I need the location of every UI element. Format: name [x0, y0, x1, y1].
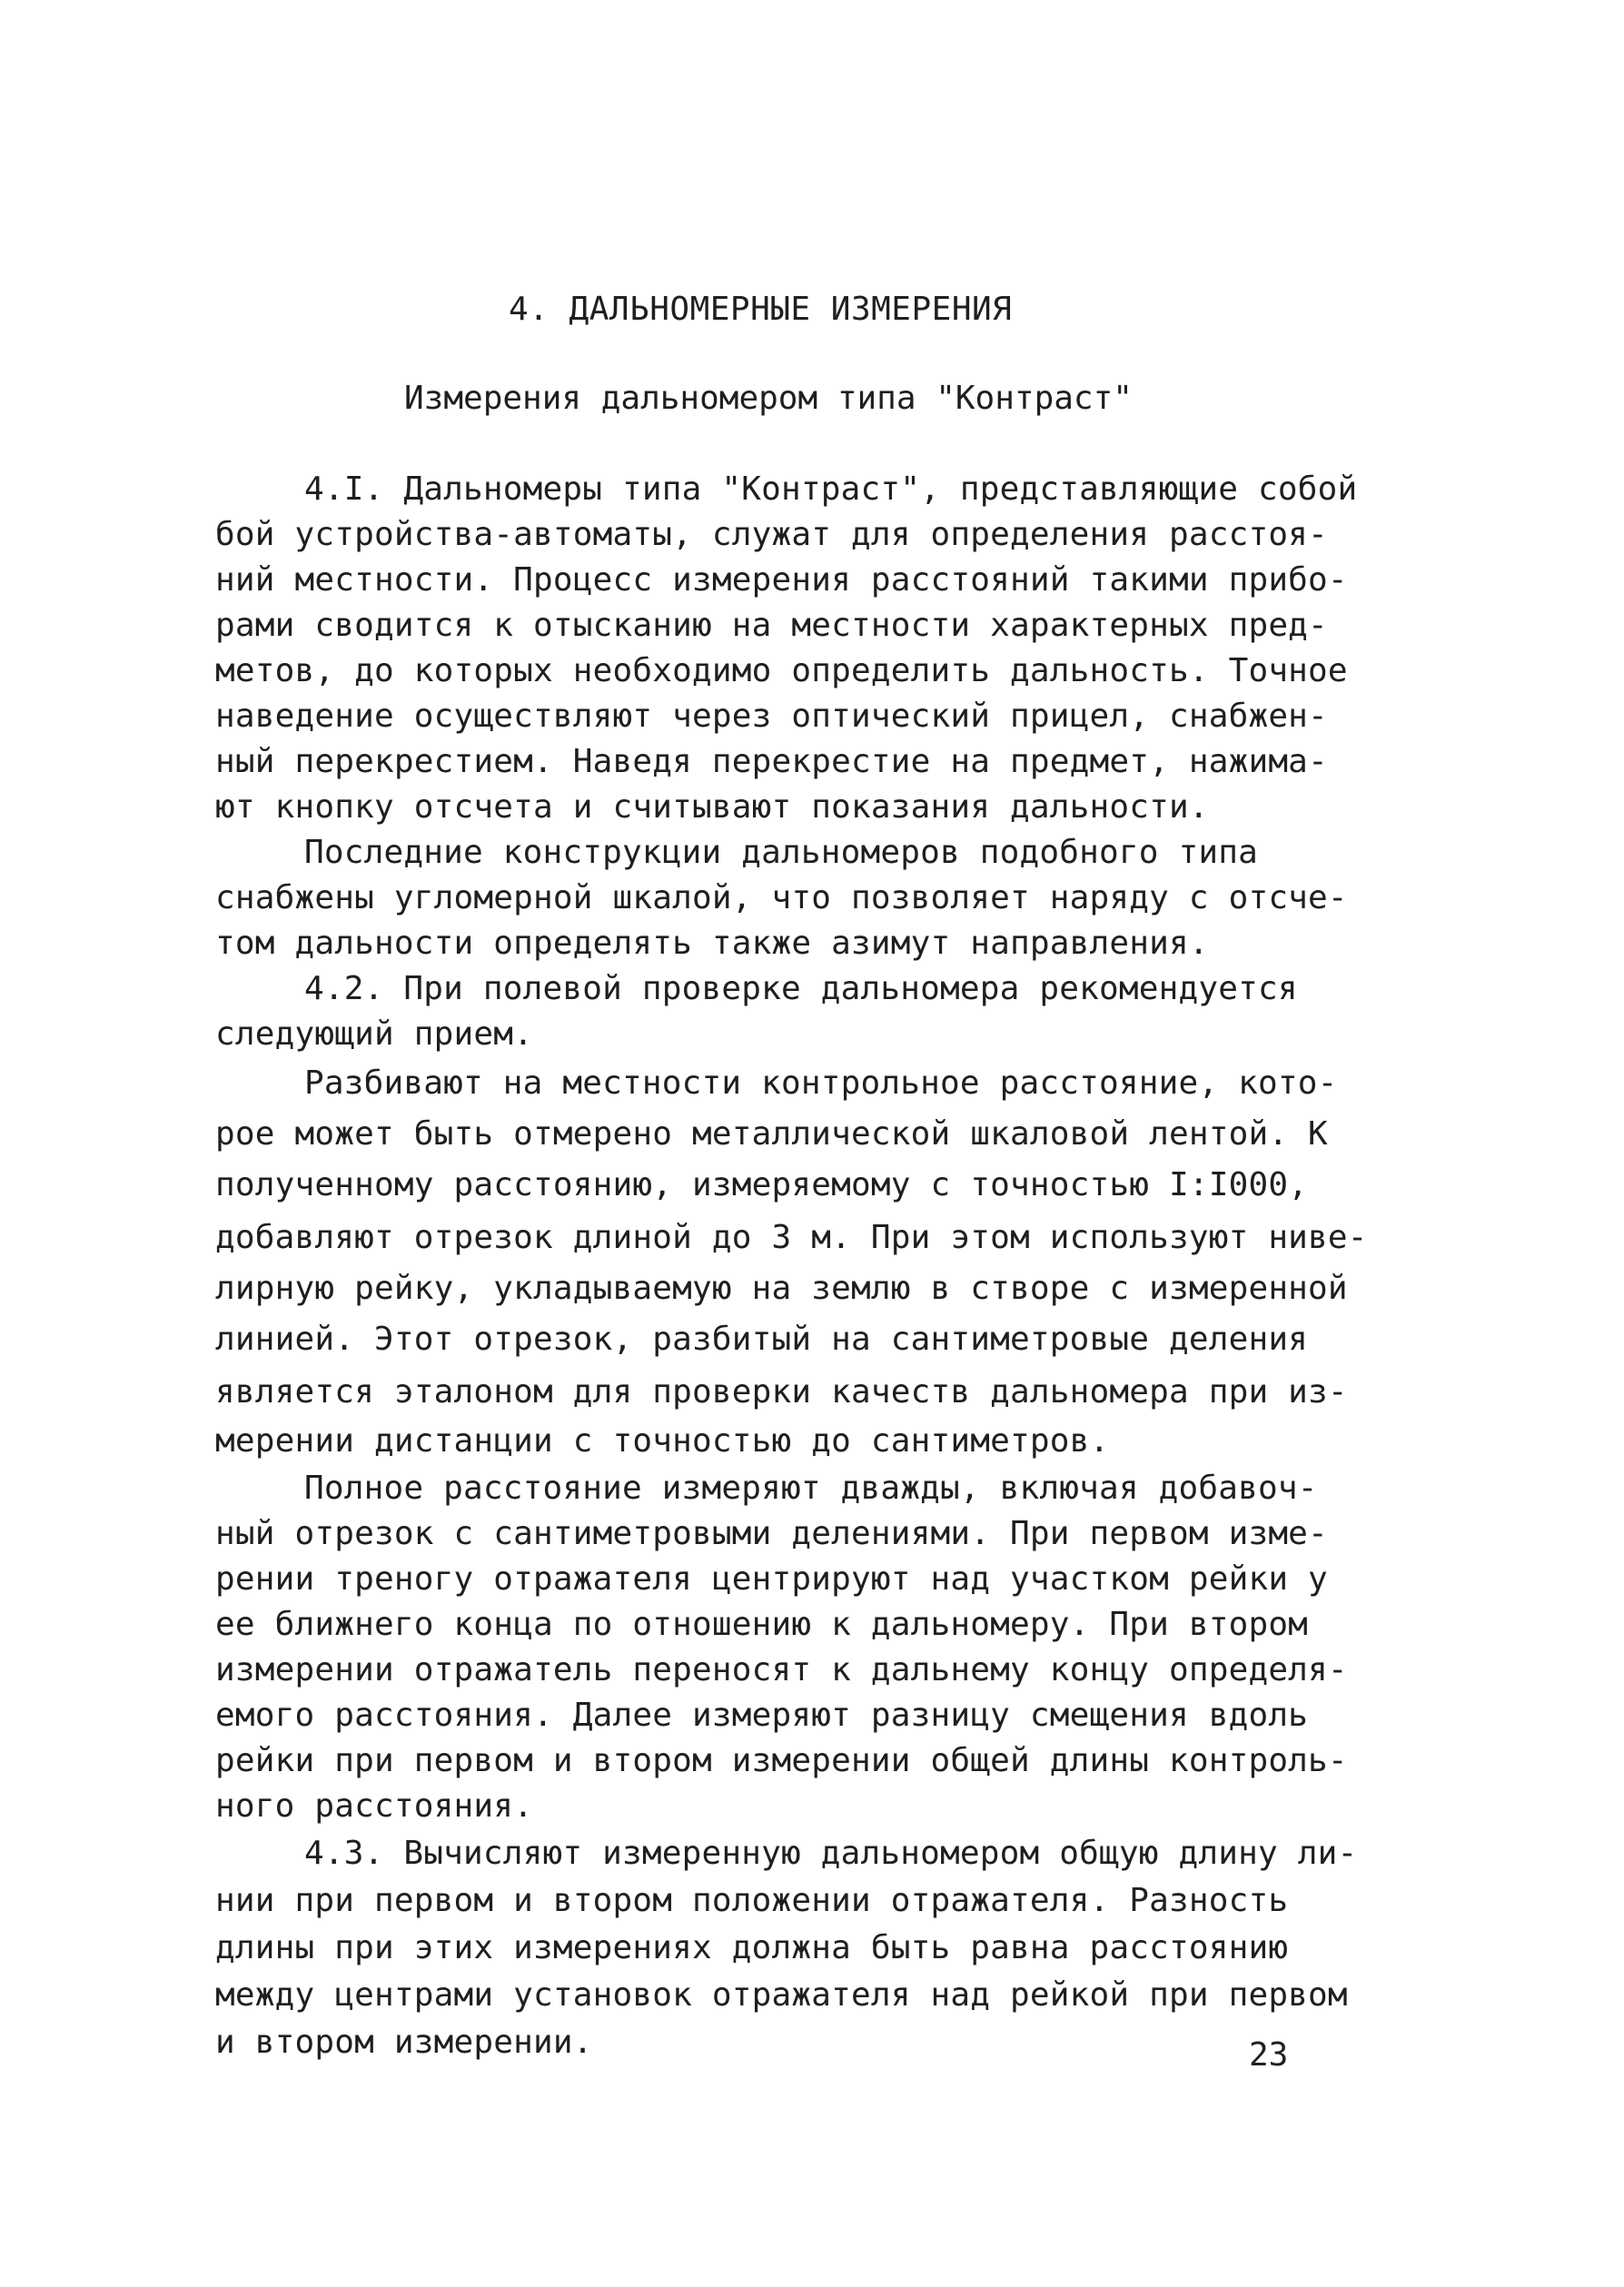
body-line-20: является эталоном для проверки качеств дальномера при из- — [215, 1373, 1348, 1411]
body-line-8: ют кнопку отсчета и считывают показания дальности. — [215, 788, 1209, 826]
body-line-19: линией. Этот отрезок, разбитый на сантиметровые деления — [215, 1321, 1309, 1358]
body-line-9: Последние конструкции дальномеров подобного типа — [304, 834, 1258, 871]
body-line-15: рое может быть отмерено металлической шкаловой лентой. К — [215, 1115, 1328, 1153]
body-line-12: 4.2. При полевой проверке дальномера рекомендуется — [304, 970, 1298, 1007]
body-line-2: бой устройства-автоматы, служат для определения расстоя- — [215, 516, 1328, 553]
body-line-26: измерении отражатель переносят к дальнему концу определя- — [215, 1651, 1348, 1688]
body-line-4: рами сводится к отысканию на местности характерных пред- — [215, 607, 1328, 644]
body-line-33: между центрами установок отражателя над рейкой при первом — [215, 1976, 1348, 2014]
body-line-14: Разбивают на местности контрольное расстояние, кото- — [304, 1064, 1338, 1102]
body-line-25: ее ближнего конца по отношению к дальномеру. При втором — [215, 1606, 1309, 1643]
body-line-34: и втором измерении. — [215, 2024, 593, 2061]
body-line-7: ный перекрестием. Наведя перекрестие на предмет, нажима- — [215, 743, 1328, 780]
body-line-24: рении треногу отражателя центрируют над участком рейки у — [215, 1560, 1328, 1598]
body-line-17: добавляют отрезок длиной до 3 м. При этом используют ниве- — [215, 1219, 1368, 1256]
section-title: 4. ДАЛЬНОМЕРНЫЕ ИЗМЕРЕНИЯ — [509, 291, 1013, 328]
body-line-23: ный отрезок с сантиметровыми делениями. При первом изме- — [215, 1515, 1328, 1552]
body-line-31: нии при первом и втором положении отражателя. Разность — [215, 1882, 1289, 1919]
body-line-11: том дальности определять также азимут направления. — [215, 925, 1209, 962]
body-line-16: полученному расстоянию, измеряемому с точностью I:I000, — [215, 1166, 1309, 1203]
body-line-27: емого расстояния. Далее измеряют разницу смещения вдоль — [215, 1697, 1309, 1734]
section-subtitle: Измерения дальномером типа "Контраст" — [404, 380, 1133, 417]
body-line-28: рейки при первом и втором измерении общей длины контроль- — [215, 1742, 1348, 1779]
body-line-21: мерении дистанции с точностью до сантиметров. — [215, 1422, 1110, 1460]
body-line-32: длины при этих измерениях должна быть равна расстоянию — [215, 1929, 1289, 1966]
body-line-5: метов, до которых необходимо определить дальность. Точное — [215, 652, 1348, 689]
body-line-10: снабжены угломерной шкалой, что позволяет наряду с отсче- — [215, 879, 1348, 916]
body-line-29: ного расстояния. — [215, 1787, 533, 1825]
body-line-30: 4.3. Вычисляют измеренную дальномером общую длину ли- — [304, 1835, 1358, 1872]
body-line-22: Полное расстояние измеряют дважды, включая добавоч- — [304, 1470, 1318, 1507]
body-line-13: следующий прием. — [215, 1015, 533, 1053]
body-line-1: 4.I. Дальномеры типа "Контраст", представляющие собой — [304, 470, 1358, 508]
body-line-3: ний местности. Процесс измерения расстояний такими прибо- — [215, 561, 1348, 599]
body-line-6: наведение осуществляют через оптический прицел, снабжен- — [215, 698, 1328, 735]
page-number: 23 — [1249, 2036, 1289, 2074]
body-line-18: лирную рейку, укладываемую на землю в створе с измеренной — [215, 1270, 1348, 1307]
